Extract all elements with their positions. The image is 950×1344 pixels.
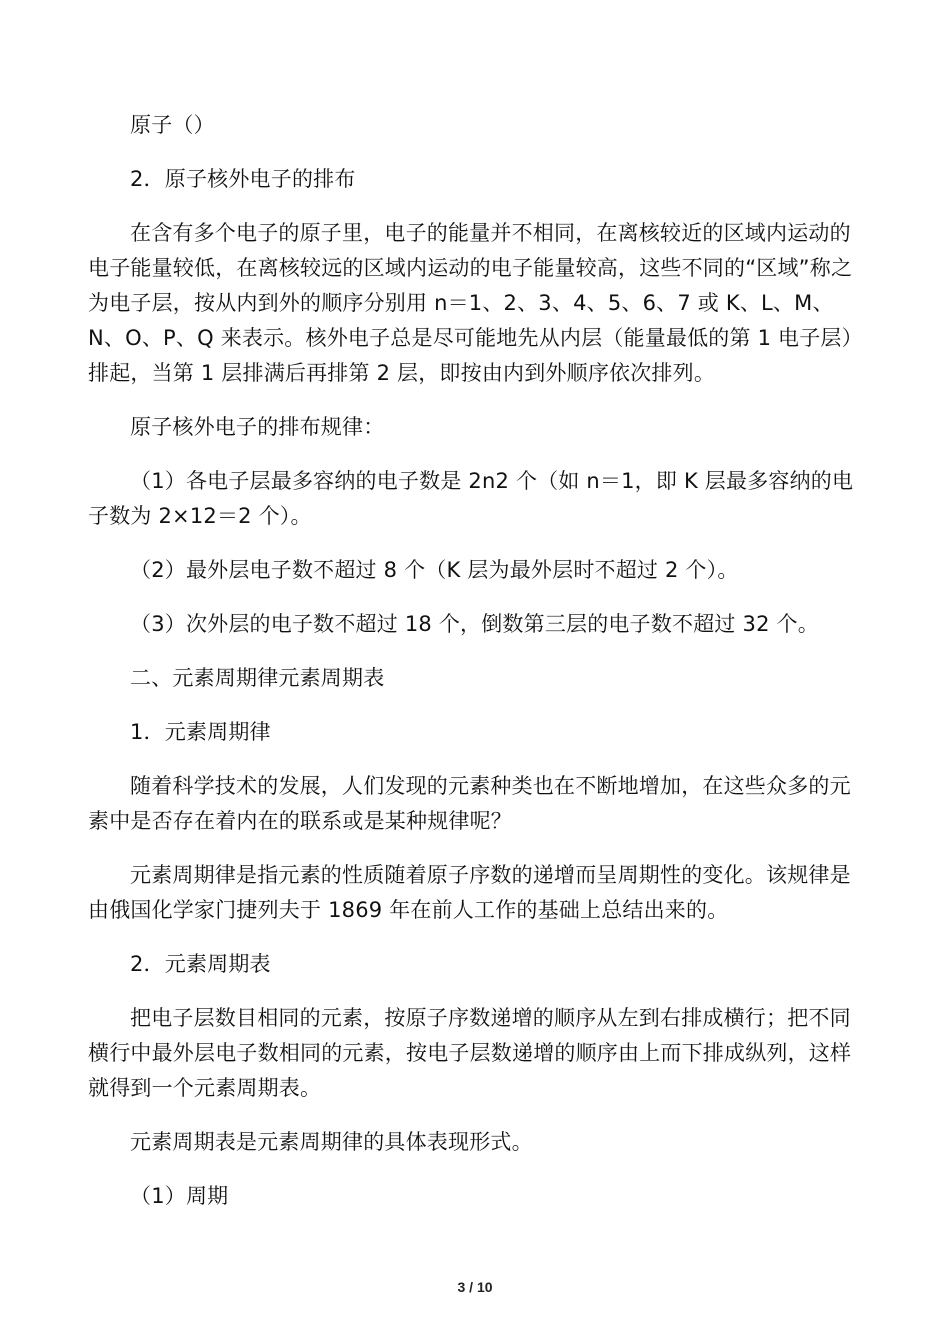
rule-item-3: （3）次外层的电子数不超过 18 个，倒数第三层的电子数不超过 32 个。 [130,612,819,636]
paragraph-table-form: 元素周期表是元素周期律的具体表现形式。 [130,1130,533,1154]
rule-item-2: （2）最外层电子数不超过 8 个（K 层为最外层时不超过 2 个）。 [130,558,739,582]
rule-item-1: （1）各电子层最多容纳的电子数是 2n2 个（如 n＝1，即 K 层最多容纳的电子数为 2×12＝2 个）。 [88,469,854,528]
list-item-period: （1）周期 [130,1184,229,1208]
page-number: 3 / 10 [457,1279,493,1295]
section-heading-electron-arrangement: 2．原子核外电子的排布 [130,167,356,191]
paragraph-question: 随着科学技术的发展，人们发现的元素种类也在不断地增加，在这些众多的元素中是否存在着内在的联系或是某种规律呢？ [88,774,851,833]
document-body [88,108,860,1233]
paragraph-periodic-law-definition: 元素周期律是指元素的性质随着原子序数的递增而呈周期性的变化。该规律是由俄国化学家门捷列夫于 1869 年在前人工作的基础上总结出来的。 [88,863,851,922]
paragraph-arrangement-rules-intro: 原子核外电子的排布规律： [130,415,385,439]
paragraph-atom-heading: 原子（） [130,113,215,137]
section-heading-periodic-law-table: 二、元素周期律元素周期表 [130,666,385,690]
paragraph-table-construction: 把电子层数目相同的元素，按原子序数递增的顺序从左到右排成横行；把不同横行中最外层电子数相同的元素，按电子层数递增的顺序由上而下排成纵列，这样就得到一个元素周期表。 [88,1006,852,1100]
subsection-heading-periodic-table: 2．元素周期表 [130,952,271,976]
subsection-heading-periodic-law: 1．元素周期律 [130,720,271,744]
paragraph-electron-shells: 在含有多个电子的原子里，电子的能量并不相同，在离核较近的区域内运动的电子能量较低，在离核较远的区域内运动的电子能量较高，这些不同的“区域”称之为电子层，按从内到外的顺序分别用 n＝1、2、3、4、5、6、7 或 K、L、M、N、O、P、Q 来表示。核外电子总是尽可能地先从内层（能量最低的第 1 电子层）排起，当第 1 层排满后再排第 2 层，即按由内到外顺序依次排列。 [88,221,853,385]
